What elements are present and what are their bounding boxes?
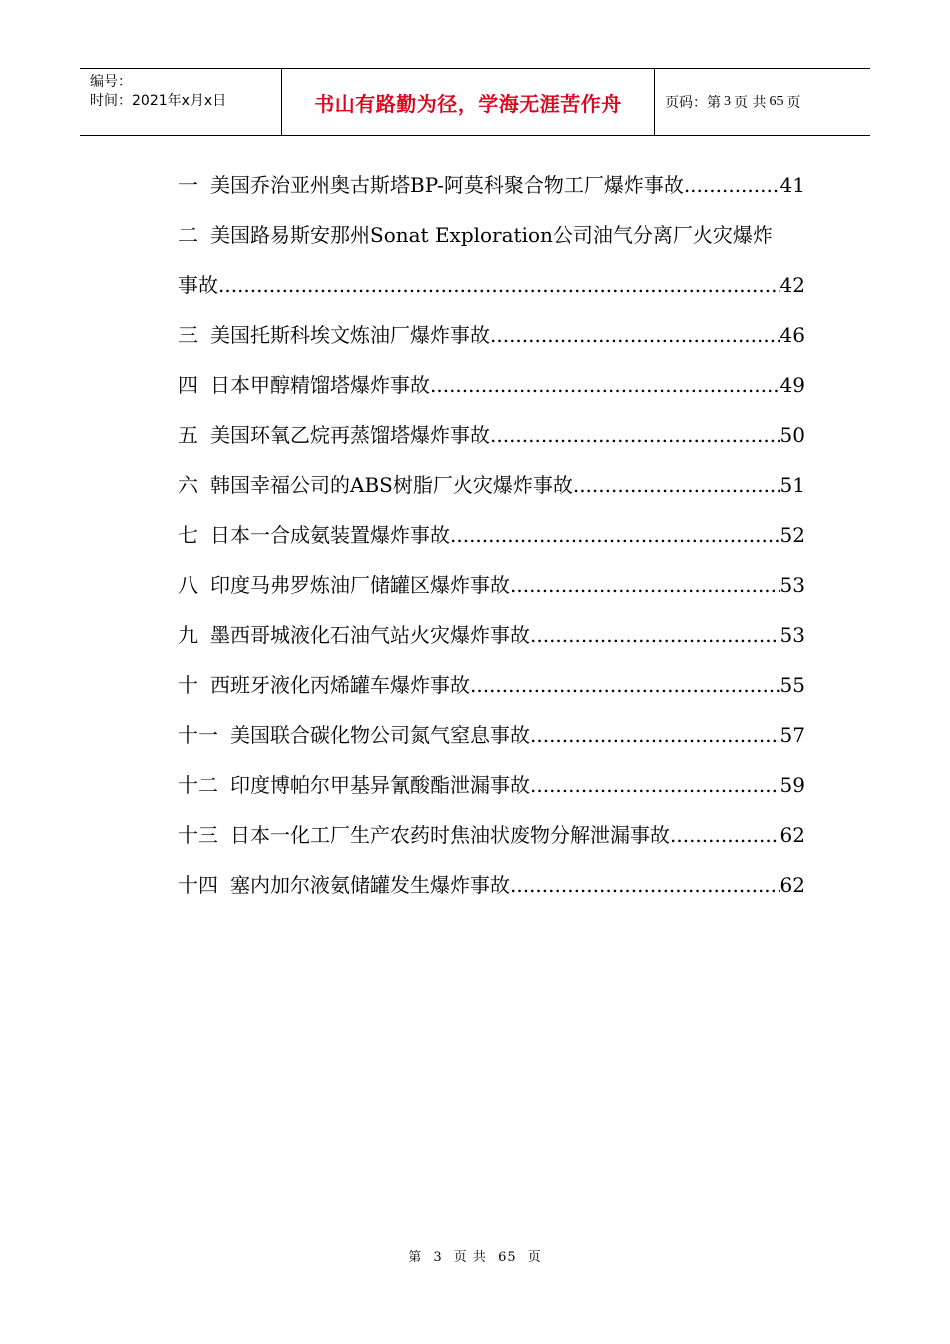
toc-number: 七: [178, 523, 198, 547]
toc-page: 42: [779, 273, 805, 297]
table-of-contents: [178, 160, 805, 910]
header-page-cell: [655, 69, 870, 135]
toc-leader: [490, 410, 780, 460]
toc-page: 55: [779, 673, 805, 697]
toc-entry[interactable]: [178, 160, 805, 210]
toc-page: 46: [779, 323, 805, 347]
toc-number: 十: [178, 673, 198, 697]
motto-text: 书山有路勤为径，学海无涯苦作舟: [314, 91, 622, 116]
toc-entry[interactable]: [178, 510, 805, 560]
footer-total: 65: [498, 1250, 517, 1265]
toc-page: 62: [779, 823, 805, 847]
toc-page: 53: [779, 573, 805, 597]
toc-title: 日本一化工厂生产农药时焦油状废物分解泄漏事故: [230, 823, 670, 847]
toc-title: 美国托斯科埃文炼油厂爆炸事故: [210, 323, 490, 347]
toc-leader: [530, 760, 780, 810]
toc-number: 十四: [178, 873, 218, 897]
toc-entry[interactable]: [178, 210, 805, 260]
page-middle: 页 共: [734, 95, 767, 111]
page-suffix: 页: [786, 95, 801, 111]
toc-entry[interactable]: [178, 360, 805, 410]
header-info-cell: [80, 69, 282, 135]
toc-entry[interactable]: [178, 860, 805, 910]
footer-prefix: 第: [408, 1250, 423, 1265]
toc-entry-continuation[interactable]: [178, 260, 805, 310]
toc-entry[interactable]: [178, 610, 805, 660]
toc-page: 62: [779, 873, 805, 897]
toc-page: 41: [779, 173, 805, 197]
toc-number: 一: [178, 173, 198, 197]
toc-title: 美国联合碳化物公司氮气窒息事故: [230, 723, 530, 747]
toc-number: 十三: [178, 823, 218, 847]
toc-leader: [510, 560, 780, 610]
toc-entry[interactable]: [178, 810, 805, 860]
toc-page: 51: [779, 473, 805, 497]
toc-page: 57: [779, 723, 805, 747]
toc-title: 美国环氧乙烷再蒸馏塔爆炸事故: [210, 423, 490, 447]
toc-entry[interactable]: [178, 310, 805, 360]
toc-leader: [684, 160, 780, 210]
toc-leader: [470, 660, 780, 710]
toc-entry[interactable]: [178, 710, 805, 760]
toc-entry[interactable]: [178, 560, 805, 610]
toc-number: 十一: [178, 723, 218, 747]
toc-title: 日本一合成氨装置爆炸事故: [210, 523, 450, 547]
toc-leader: [490, 310, 780, 360]
toc-entry[interactable]: [178, 660, 805, 710]
toc-entry[interactable]: [178, 460, 805, 510]
toc-leader: [670, 810, 780, 860]
toc-number: 九: [178, 623, 198, 647]
toc-leader: [510, 860, 780, 910]
footer-current: 3: [433, 1250, 443, 1265]
toc-title: 印度博帕尔甲基异氰酸酯泄漏事故: [230, 773, 530, 797]
toc-number: 八: [178, 573, 198, 597]
toc-page: 53: [779, 623, 805, 647]
toc-leader: [450, 510, 780, 560]
toc-entry[interactable]: [178, 760, 805, 810]
header-motto-cell: [282, 69, 655, 135]
page-header: [80, 68, 870, 136]
page-total: 65: [769, 94, 784, 109]
toc-title: 塞内加尔液氨储罐发生爆炸事故: [230, 873, 510, 897]
toc-page: 49: [779, 373, 805, 397]
toc-number: 二: [178, 223, 198, 247]
toc-number: 十二: [178, 773, 218, 797]
toc-title: 印度马弗罗炼油厂储罐区爆炸事故: [210, 573, 510, 597]
toc-title-continuation: 事故: [178, 273, 218, 297]
toc-title: 美国乔治亚州奥古斯塔BP-阿莫科聚合物工厂爆炸事故: [210, 173, 684, 197]
toc-number: 三: [178, 323, 198, 347]
toc-number: 四: [178, 373, 198, 397]
toc-leader: [573, 460, 780, 510]
page-current: 3: [724, 94, 731, 109]
toc-leader: [218, 260, 780, 310]
toc-title: 墨西哥城液化石油气站火灾爆炸事故: [210, 623, 530, 647]
toc-page: 50: [779, 423, 805, 447]
toc-title: 美国路易斯安那州Sonat Exploration公司油气分离厂火灾爆炸: [210, 223, 773, 247]
toc-title: 西班牙液化丙烯罐车爆炸事故: [210, 673, 470, 697]
toc-page: 59: [779, 773, 805, 797]
toc-leader: [430, 360, 780, 410]
toc-title: 日本甲醇精馏塔爆炸事故: [210, 373, 430, 397]
toc-leader: [530, 710, 780, 760]
footer-middle: 页 共: [453, 1250, 487, 1265]
time-label: 时间：2021年x月x日: [90, 93, 227, 109]
page-prefix: 页码：第: [665, 95, 721, 111]
page-footer: [0, 1246, 950, 1265]
toc-entry[interactable]: [178, 410, 805, 460]
toc-leader: [530, 610, 780, 660]
toc-page: 52: [779, 523, 805, 547]
footer-suffix: 页: [527, 1250, 542, 1265]
toc-title: 韩国幸福公司的ABS树脂厂火灾爆炸事故: [210, 473, 573, 497]
number-label: 编号：: [90, 74, 132, 90]
toc-number: 五: [178, 423, 198, 447]
toc-number: 六: [178, 473, 198, 497]
